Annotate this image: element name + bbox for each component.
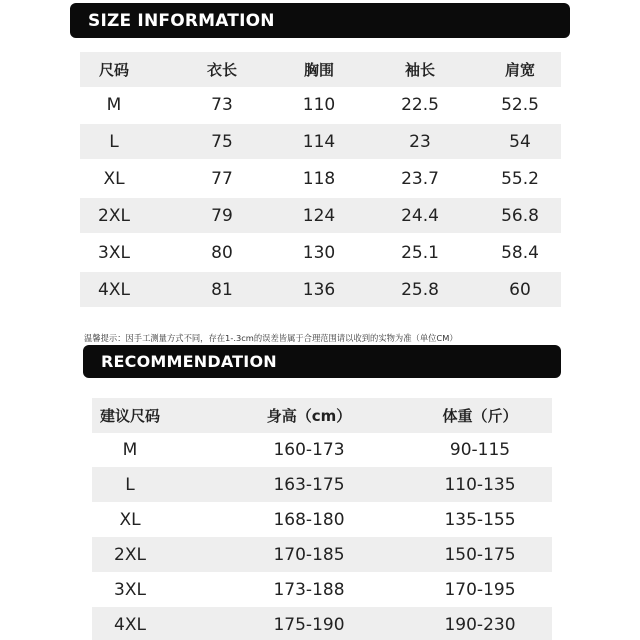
rec-table-cell: M — [122, 439, 138, 460]
size-table-header-cell: 衣长 — [206, 61, 237, 79]
rec-table-row — [92, 607, 552, 640]
size-table-cell: 124 — [302, 205, 336, 226]
size-table-cell: 52.5 — [501, 94, 539, 115]
rec-table-cell: 90-115 — [449, 439, 511, 460]
size-table-row — [80, 87, 561, 122]
size-table-header-row — [80, 52, 561, 87]
recommendation-title: RECOMMENDATION — [101, 352, 277, 371]
size-table-cell: 73 — [211, 94, 233, 115]
size-table-cell: 56.8 — [501, 205, 539, 226]
rec-table-row — [92, 467, 552, 502]
size-table-cell: 25.8 — [401, 279, 439, 300]
size-information-title: SIZE INFORMATION — [88, 10, 275, 31]
size-table-header-cell: 肩宽 — [504, 61, 535, 79]
size-table-cell: 4XL — [98, 279, 130, 300]
rec-table-header-row — [92, 398, 552, 433]
size-table-cell: 130 — [302, 242, 336, 263]
rec-table-cell: 170-195 — [444, 579, 516, 600]
size-table-header-cell: 胸围 — [303, 61, 334, 79]
size-table-row — [80, 161, 561, 196]
size-table-cell: 22.5 — [401, 94, 439, 115]
rec-table-header-cell: 身高（cm） — [266, 407, 352, 425]
recommendation-banner — [83, 345, 561, 378]
size-table-cell: L — [109, 131, 119, 152]
size-table-cell: 118 — [302, 168, 336, 189]
rec-table-cell: 173-188 — [273, 579, 345, 600]
size-table-cell: 24.4 — [401, 205, 439, 226]
rec-table-cell: 3XL — [114, 579, 146, 600]
rec-table-cell: XL — [119, 509, 141, 530]
rec-table-cell: L — [125, 474, 135, 495]
size-table-cell: XL — [103, 168, 125, 189]
size-table-cell: 60 — [509, 279, 531, 300]
size-table-row — [80, 198, 561, 233]
size-table-cell: 25.1 — [401, 242, 439, 263]
rec-table-header-cell: 体重（斤） — [442, 407, 518, 425]
size-table-header-cell: 袖长 — [404, 61, 435, 79]
size-table-header-cell: 尺码 — [98, 61, 129, 79]
size-table-cell: 75 — [211, 131, 233, 152]
size-table-row — [80, 124, 561, 159]
rec-table-row — [92, 537, 552, 572]
size-table-row — [80, 235, 561, 270]
size-table-cell: 114 — [302, 131, 336, 152]
rec-table-cell: 160-173 — [273, 439, 345, 460]
size-information-banner — [70, 3, 570, 38]
size-table-cell: 55.2 — [501, 168, 539, 189]
rec-table-header-cell: 建议尺码 — [99, 407, 160, 425]
rec-table-row — [92, 432, 552, 467]
size-table-cell: 23.7 — [401, 168, 439, 189]
rec-table-cell: 163-175 — [273, 474, 345, 495]
size-table-cell: 80 — [211, 242, 233, 263]
size-table-row — [80, 272, 561, 307]
recommendation-table — [92, 395, 552, 640]
size-table — [80, 50, 561, 308]
rec-table-cell: 110-135 — [444, 474, 516, 495]
rec-table-cell: 150-175 — [444, 544, 516, 565]
rec-table-cell: 168-180 — [273, 509, 345, 530]
size-table-cell: 2XL — [98, 205, 130, 226]
size-table-cell: 81 — [211, 279, 233, 300]
size-table-cell: 136 — [302, 279, 336, 300]
size-table-cell: 110 — [302, 94, 336, 115]
rec-table-row — [92, 572, 552, 607]
size-table-cell: 58.4 — [501, 242, 539, 263]
size-table-cell: 77 — [211, 168, 233, 189]
size-table-cell: 54 — [509, 131, 531, 152]
rec-table-cell: 175-190 — [273, 614, 345, 635]
measurement-note: 温馨提示：因手工测量方式不同，存在1-.3cm的误差皆属于合理范围请以收到的实物为准（单位CM） — [84, 333, 458, 343]
size-table-cell: 23 — [409, 131, 431, 152]
size-table-cell: 79 — [211, 205, 233, 226]
rec-table-cell: 190-230 — [444, 614, 516, 635]
size-table-cell: 3XL — [98, 242, 130, 263]
rec-table-cell: 135-155 — [444, 509, 516, 530]
rec-table-row — [92, 502, 552, 537]
rec-table-cell: 2XL — [114, 544, 146, 565]
rec-table-cell: 4XL — [114, 614, 146, 635]
size-table-cell: M — [106, 94, 122, 115]
rec-table-cell: 170-185 — [273, 544, 345, 565]
